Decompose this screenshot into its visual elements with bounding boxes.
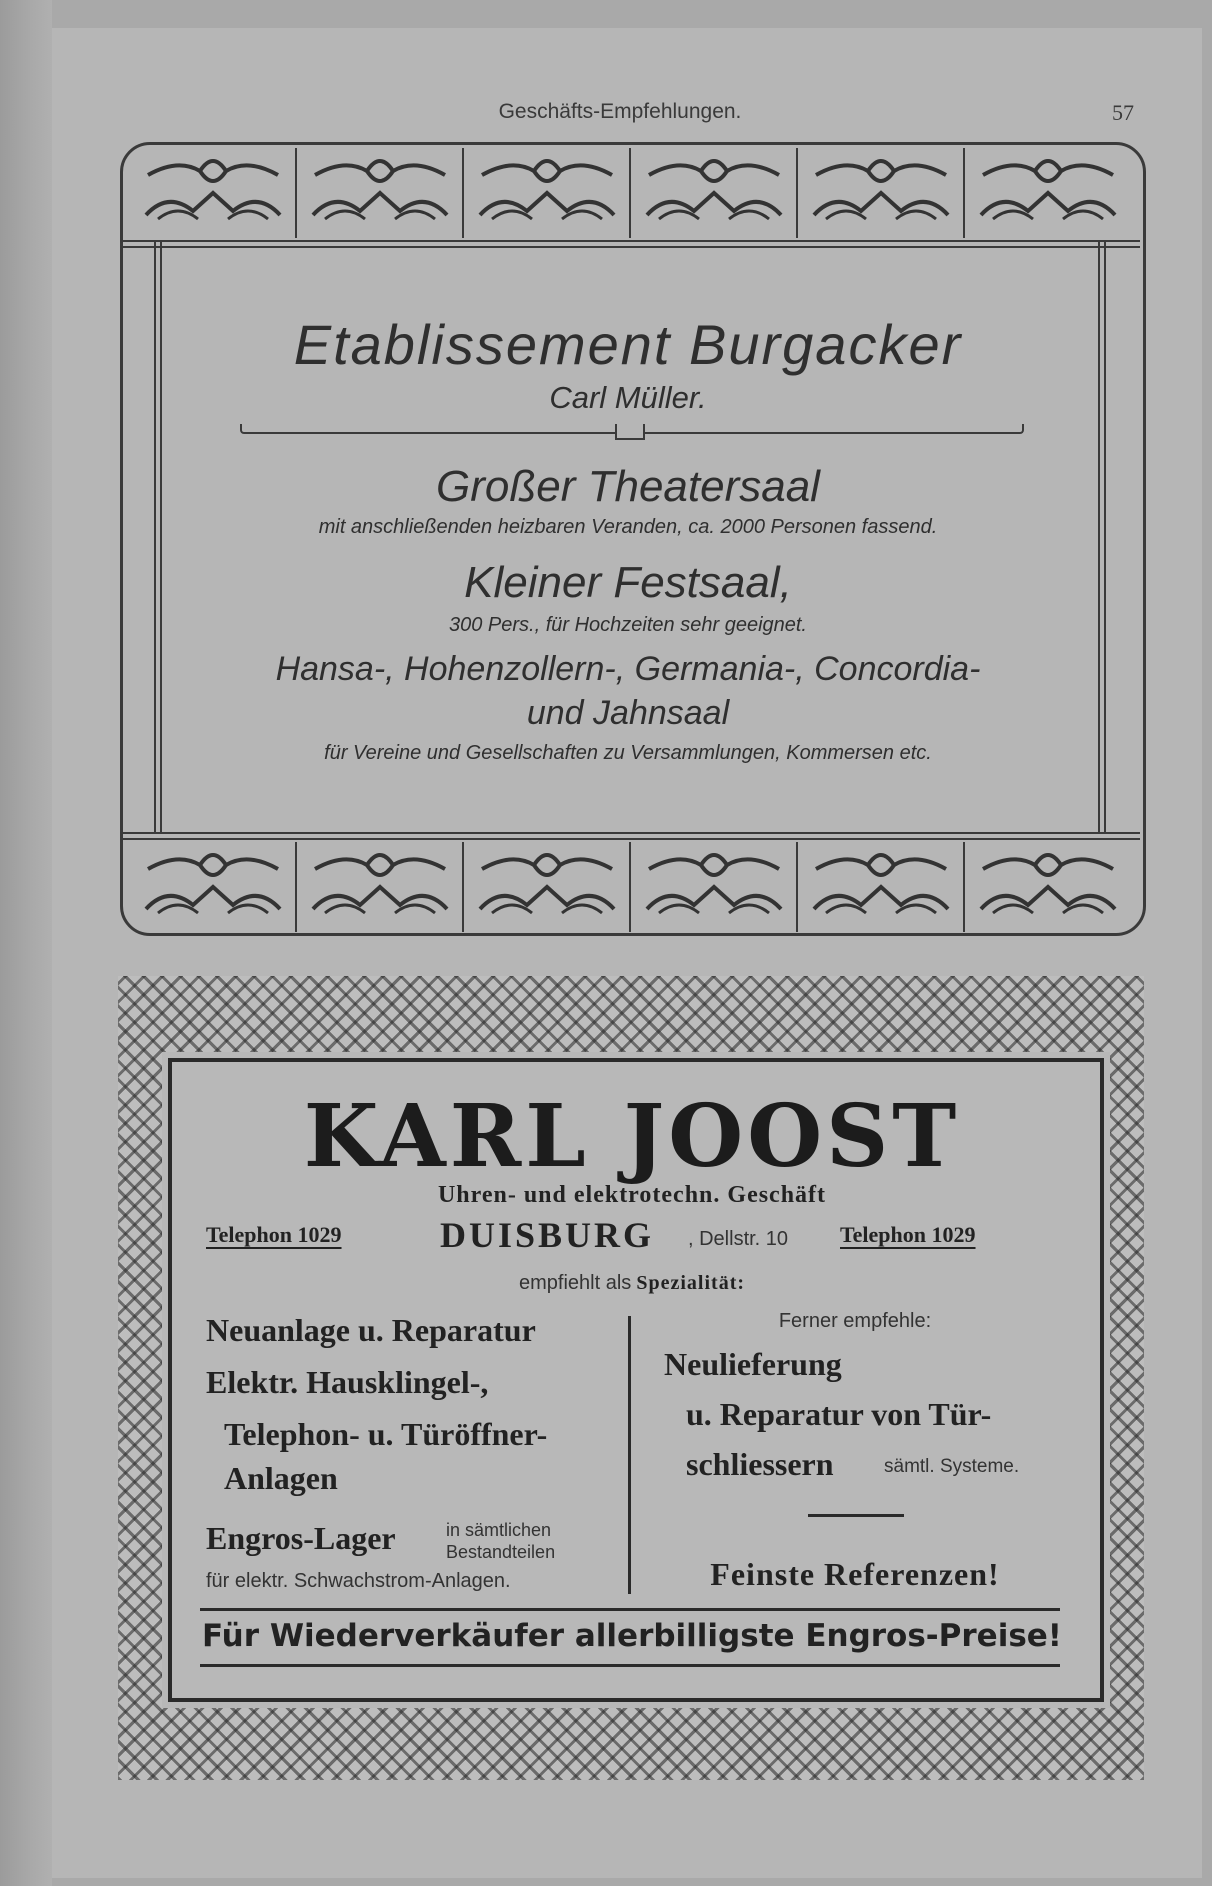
ornament-heart-icon xyxy=(464,842,631,932)
ornament-band-top xyxy=(130,148,1130,238)
specialty-prefix: empfiehlt als xyxy=(518,1272,632,1294)
ornament-heart-icon xyxy=(464,148,631,238)
engros-lager-desc: für elektr. Schwachstrom-Anlagen. xyxy=(206,1570,511,1592)
page-number: 57 xyxy=(1112,100,1134,125)
offer-line-2: u. Reparatur von Tür- xyxy=(686,1396,992,1432)
ornament-heart-icon xyxy=(631,148,798,238)
hall-festsaal: Kleiner Festsaal, xyxy=(464,558,792,607)
book-spine-shadow xyxy=(0,0,52,1886)
divider xyxy=(200,1664,1060,1667)
hall-theatersaal: Großer Theatersaal xyxy=(436,462,820,511)
engros-lager: Engros-Lager xyxy=(206,1520,396,1556)
joost-city: DUISBURG xyxy=(440,1215,655,1255)
service-line-4: Anlagen xyxy=(224,1460,338,1496)
ornament-heart-icon xyxy=(631,842,798,932)
engros-lager-small-1: in sämtlichen xyxy=(446,1520,552,1540)
phone-left: Telephon 1029 xyxy=(206,1222,342,1247)
ornament-heart-icon xyxy=(130,148,297,238)
service-line-1: Neuanlage u. Reparatur xyxy=(206,1312,536,1348)
specialty-intro xyxy=(168,1272,1096,1295)
ornament-heart-icon xyxy=(297,148,464,238)
joost-street: , Dellstr. 10 xyxy=(688,1228,789,1250)
ornament-heart-icon xyxy=(965,148,1130,238)
hall-festsaal-desc: 300 Pers., für Hochzeiten sehr geeignet. xyxy=(449,614,807,636)
wholesale-footer: Für Wiederverkäufer allerbilligste Engros-Preise! xyxy=(202,1618,1062,1654)
joost-title: KARL JOOST xyxy=(303,1086,961,1187)
service-line-3: Telephon- u. Türöffner- xyxy=(224,1416,548,1452)
halls-list-line-2: und Jahnsaal xyxy=(526,694,730,732)
column-divider xyxy=(628,1316,631,1594)
divider xyxy=(120,838,1140,840)
ornament-heart-icon xyxy=(965,842,1130,932)
halls-list-line-1: Hansa-, Hohenzollern-, Germania-, Concordia- xyxy=(275,650,981,688)
also-recommend: Ferner empfehle: xyxy=(778,1310,932,1332)
burgacker-owner: Carl Müller. xyxy=(549,380,707,415)
divider xyxy=(120,832,1140,834)
halls-list-desc: für Vereine und Gesellschaften zu Versammlungen, Kommersen etc. xyxy=(324,742,932,764)
divider xyxy=(615,424,645,440)
ornament-heart-icon xyxy=(798,842,965,932)
references: Feinste Referenzen! xyxy=(710,1556,1000,1592)
ornament-heart-icon xyxy=(297,842,464,932)
offer-line-1: Neulieferung xyxy=(664,1346,842,1382)
hall-theatersaal-desc: mit anschließenden heizbaren Veranden, ca. 2000 Personen fassend. xyxy=(318,516,938,538)
offer-line-3: schliessern xyxy=(686,1446,834,1482)
joost-business: Uhren- und elektrotechn. Geschäft xyxy=(437,1182,827,1208)
ornament-heart-icon xyxy=(130,842,297,932)
running-header: Geschäfts-Empfehlungen. xyxy=(498,100,742,123)
offer-line-3-small: sämtl. Systeme. xyxy=(884,1456,1020,1477)
burgacker-title: Etablissement Burgacker xyxy=(293,313,963,376)
divider xyxy=(200,1608,1060,1611)
divider xyxy=(808,1514,904,1517)
ornament-heart-icon xyxy=(798,148,965,238)
service-line-2: Elektr. Hausklingel-, xyxy=(206,1364,489,1400)
phone-right: Telephon 1029 xyxy=(840,1222,976,1247)
specialty-label: Spezialität: xyxy=(636,1272,746,1294)
ornament-band-bottom xyxy=(130,842,1130,932)
engros-lager-small-2: Bestandteilen xyxy=(446,1542,556,1562)
